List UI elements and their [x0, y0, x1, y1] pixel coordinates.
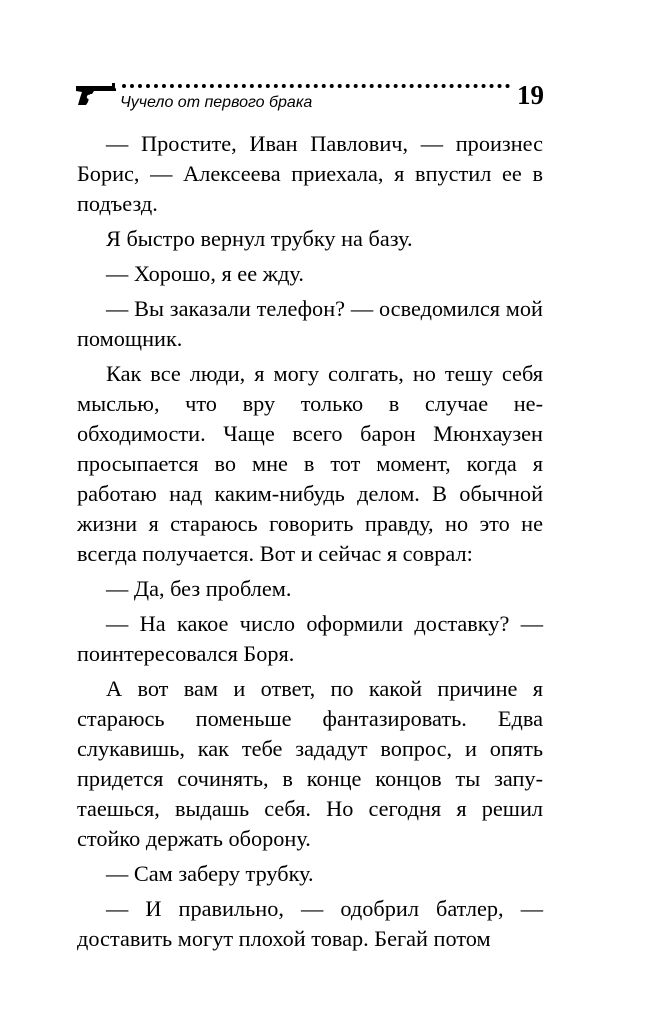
page-header — [74, 78, 546, 118]
revolver-icon — [74, 80, 118, 106]
paragraph: — Хорошо, я ее жду. — [106, 261, 304, 286]
paragraph: — Да, без проблем. — [106, 576, 292, 601]
paragraph: — Вы заказали телефон? — осведомился мой помощник. — [77, 296, 543, 351]
running-title: Чучело от первого брака — [120, 94, 313, 111]
page-number: 19 — [517, 80, 544, 110]
paragraph: — И правильно, — одобрил батлер, — доставить могут плохой товар. Бегай потом — [77, 896, 543, 951]
paragraph: — Сам заберу трубку. — [106, 861, 314, 886]
paragraph: Я быстро вернул трубку на базу. — [106, 226, 413, 251]
paragraph: Как все люди, я могу солгать, но тешу себя мыслью, что вру только в случае необходимости. Чаще всего барон Мюнхаузен просыпается во мне в тот момент, когда я работаю над каким-нибудь делом. В обычной жизни я стараюсь говорить правду, но это не всегда получается. Вот и сейчас я соврал: — [77, 361, 543, 566]
body-text — [77, 129, 543, 959]
paragraph: — Простите, Иван Павлович, — произнес Борис, — Алексеева приехала, я впустил ее в подъезд. — [77, 131, 543, 216]
paragraph: — На какое число оформили доставку? — поинтересовался Боря. — [77, 611, 543, 666]
paragraph: А вот вам и ответ, по какой причине я стараюсь поменьше фантазировать. Едва слукавишь, как тебе зададут вопрос, и опять придется сочинять, в конце концов ты запутаешься, выдашь себя. Но сегодня я решил стойко держать оборону. — [77, 676, 543, 851]
header-dotted-rule — [122, 84, 510, 88]
